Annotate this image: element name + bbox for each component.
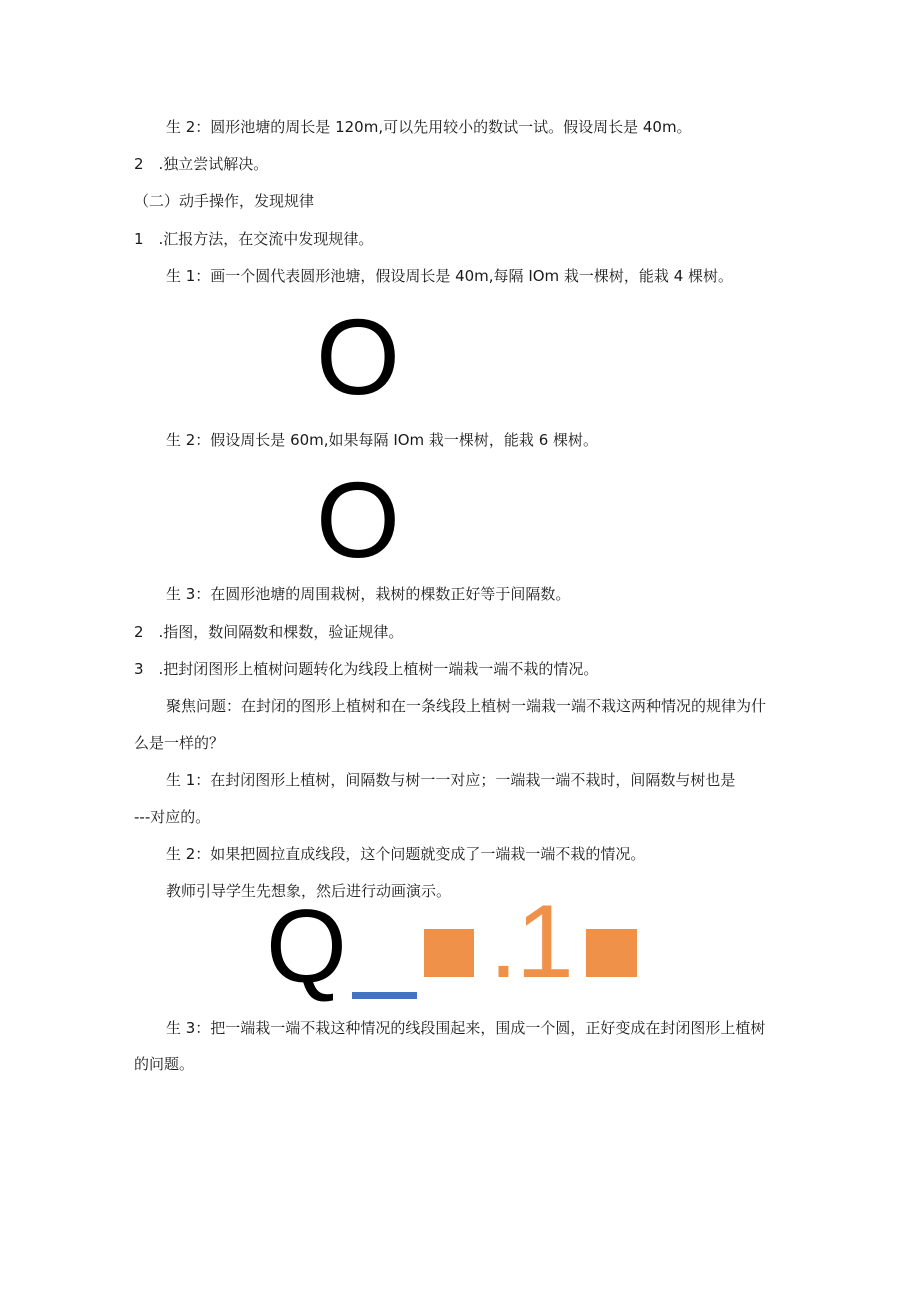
step-2-verify: 2 .指图，数间隔数和棵数，验证规律。 — [134, 623, 404, 641]
paragraph-student3-enclose-line1: 生 3：把一端栽一端不栽这种情况的线段围起来，围成一个圆，正好变成在封闭图形上植树 — [166, 1019, 766, 1037]
paragraph-teacher-guide: 教师引导学生先想象，然后进行动画演示。 — [166, 882, 452, 900]
paragraph-student2-straighten: 生 2：如果把圆拉直成线段，这个问题就变成了一端栽一端不栽的情况。 — [166, 845, 646, 863]
paragraph-student1-correspond-line2: ---对应的。 — [134, 808, 211, 826]
step-3-transform: 3 .把封闭图形上植树问题转化为线段上植树一端栽一端不栽的情况。 — [134, 660, 599, 678]
orange-digit-one: 1 — [516, 884, 574, 1000]
orange-dot: . — [489, 884, 518, 1000]
line-segment-bar — [352, 992, 417, 999]
paragraph-student3-rule: 生 3：在圆形池塘的周围栽树，栽树的棵数正好等于间隔数。 — [166, 585, 571, 603]
paragraph-student3-enclose-line2: 的问题。 — [134, 1055, 195, 1073]
paragraph-student1-correspond-line1: 生 1：在封闭图形上植树，间隔数与树一一对应；一端栽一端不栽时，间隔数与树也是 — [166, 771, 736, 789]
orange-square-left — [424, 929, 474, 977]
paragraph-student2-perimeter: 生 2：圆形池塘的周长是 120m,可以先用较小的数试一试。假设周长是 40m。 — [166, 118, 692, 136]
step-1-report-methods: 1 .汇报方法，在交流中发现规律。 — [134, 230, 374, 248]
orange-square-right — [586, 929, 637, 977]
circle-figure-1: O — [316, 296, 401, 417]
q-shape-figure: Q — [266, 889, 347, 1005]
paragraph-student1-circle: 生 1：画一个圆代表圆形池塘，假设周长是 40m,每隔 IOm 栽一棵树，能栽 4 棵树。 — [166, 267, 734, 285]
section-heading-hands-on: （二）动手操作，发现规律 — [134, 192, 315, 210]
step-2-independent-try: 2 .独立尝试解决。 — [134, 155, 269, 173]
circle-figure-2: O — [316, 459, 401, 580]
focus-question-line2: 么是一样的？ — [134, 734, 225, 752]
paragraph-student2-60m: 生 2：假设周长是 60m,如果每隔 IOm 栽一棵树，能栽 6 棵树。 — [166, 431, 599, 449]
focus-question-line1: 聚焦问题：在封闭的图形上植树和在一条线段上植树一端栽一端不栽这两种情况的规律为什 — [166, 697, 767, 715]
